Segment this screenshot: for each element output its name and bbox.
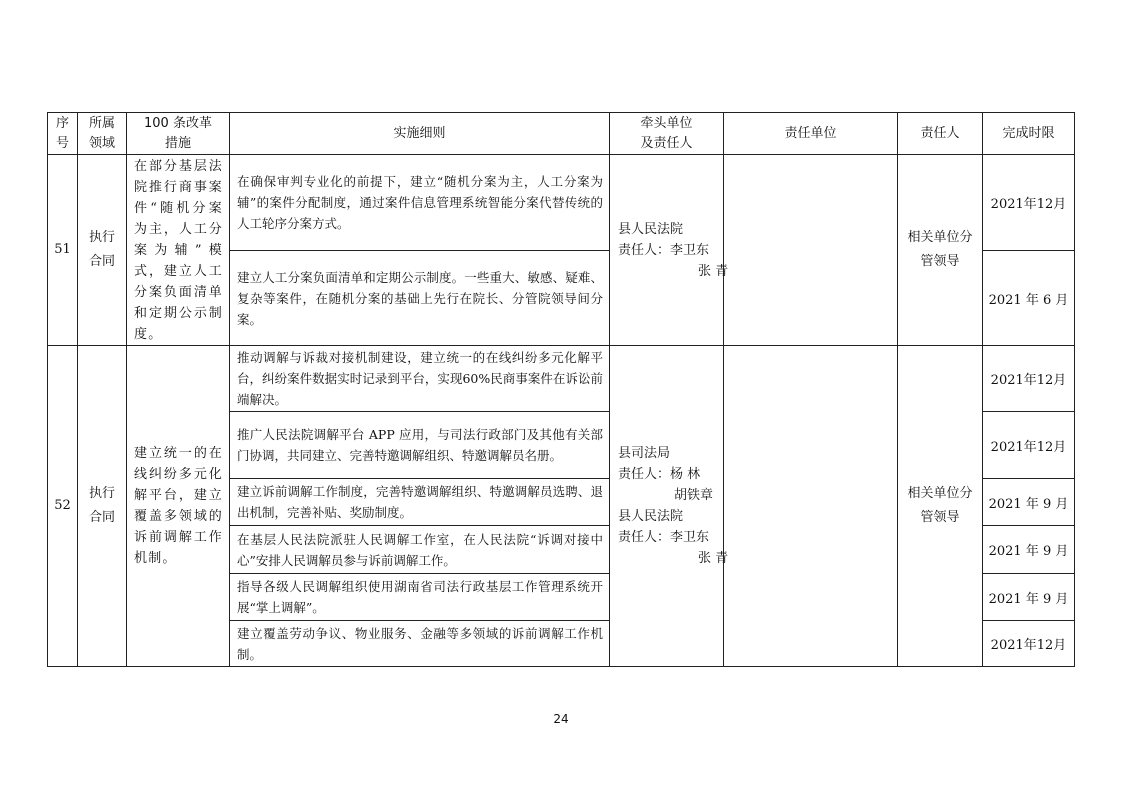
- unit-cell: [724, 155, 898, 346]
- detail-cell: 指导各级人民调解组织使用湖南省司法行政基层工作管理系统开展“掌上调解”。: [230, 574, 610, 621]
- detail-cell: 建立覆盖劳动争议、物业服务、金融等多领域的诉前调解工作机制。: [230, 621, 610, 667]
- header-row: [48, 113, 1075, 155]
- header-person: 责任人: [898, 113, 983, 155]
- deadline-cell: 2021 年 6 月: [983, 251, 1075, 346]
- row-measure: 建立统一的在线纠纷多元化解平台，建立覆盖多领域的诉前调解工作机制。: [127, 346, 230, 667]
- detail-cell: 推广人民法院调解平台 APP 应用，与司法行政部门及其他有关部门协调，共同建立、完善特邀调解组织、特邀调解员名册。: [230, 412, 610, 479]
- deadline-cell: 2021年12月: [983, 412, 1075, 479]
- header-area: 所属 领域: [78, 113, 127, 155]
- detail-cell: 在确保审判专业化的前提下，建立“随机分案为主，人工分案为辅”的案件分配制度，通过案件信息管理系统智能分案代替传统的人工轮序分案方式。: [230, 155, 610, 251]
- deadline-cell: 2021 年 9 月: [983, 479, 1075, 526]
- person-cell: 相关单位分 管领导: [898, 155, 983, 346]
- row-area: 执行 合同: [78, 155, 127, 346]
- lead-cell: 县司法局 责任人：杨 林 胡铁章 县人民法院 责任人：李卫东 张 青: [610, 346, 724, 667]
- row-seq: 51: [48, 155, 78, 346]
- header-seq: 序 号: [48, 113, 78, 155]
- person-cell: 相关单位分 管领导: [898, 346, 983, 667]
- row-seq: 52: [48, 346, 78, 667]
- row-measure: 在部分基层法院推行商事案件“随机分案为主，人工分案为辅”模式，建立人工分案负面清单和定期公示制度。: [127, 155, 230, 346]
- deadline-cell: 2021年12月: [983, 155, 1075, 251]
- page-number: 24: [553, 712, 569, 726]
- table-row: [48, 155, 1075, 251]
- header-unit: 责任单位: [724, 113, 898, 155]
- detail-cell: 推动调解与诉裁对接机制建设，建立统一的在线纠纷多元化解平台，纠纷案件数据实时记录到平台，实现60%民商事案件在诉讼前端解决。: [230, 346, 610, 412]
- detail-cell: 建立诉前调解工作制度，完善特邀调解组织、特邀调解员选聘、退出机制，完善补贴、奖励制度。: [230, 479, 610, 526]
- reform-measures-table: [47, 112, 1075, 667]
- detail-cell: 建立人工分案负面清单和定期公示制度。一些重大、敏感、疑难、复杂等案件，在随机分案的基础上先行在院长、分管院领导间分案。: [230, 251, 610, 346]
- header-lead: 牵头单位 及责任人: [610, 113, 724, 155]
- header-measure: 100 条改革 措施: [127, 113, 230, 155]
- detail-cell: 在基层人民法院派驻人民调解工作室，在人民法院“诉调对接中心”安排人民调解员参与诉前调解工作。: [230, 526, 610, 574]
- row-area: 执行 合同: [78, 346, 127, 667]
- unit-cell: [724, 346, 898, 667]
- deadline-cell: 2021 年 9 月: [983, 574, 1075, 621]
- deadline-cell: 2021 年 9 月: [983, 526, 1075, 574]
- lead-cell: 县人民法院 责任人：李卫东 张 青: [610, 155, 724, 346]
- table-row: [48, 346, 1075, 412]
- header-deadline: 完成时限: [983, 113, 1075, 155]
- deadline-cell: 2021年12月: [983, 621, 1075, 667]
- deadline-cell: 2021年12月: [983, 346, 1075, 412]
- header-detail: 实施细则: [230, 113, 610, 155]
